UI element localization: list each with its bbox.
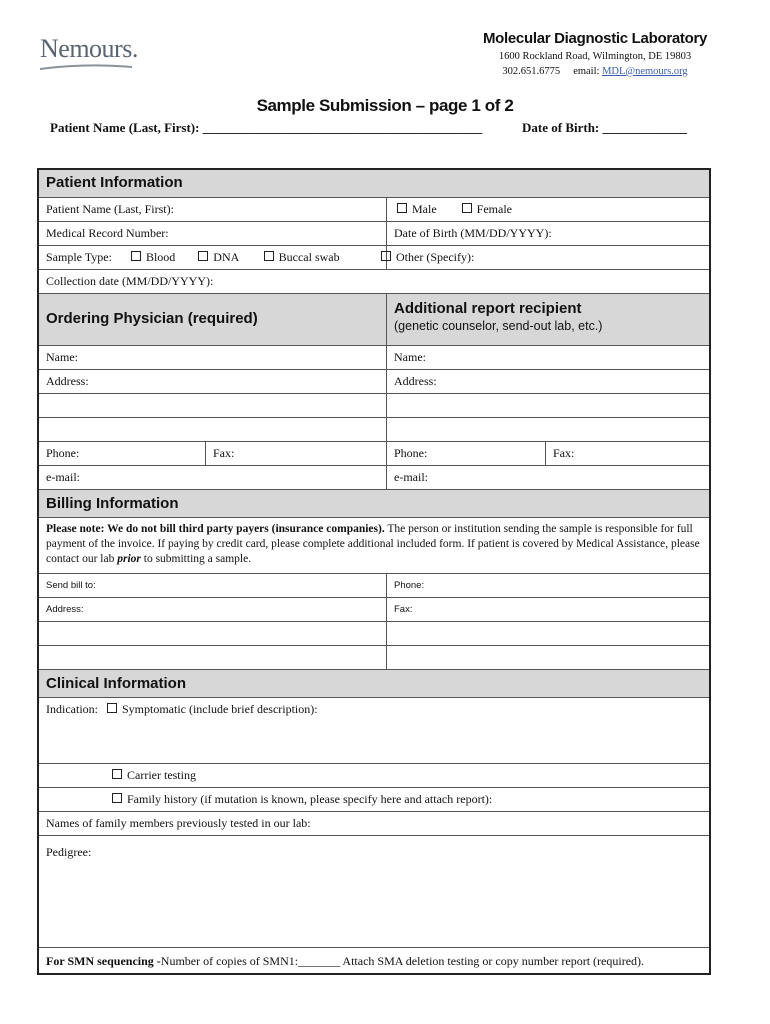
billing-note-prior: prior [117, 553, 141, 565]
physician-phone-field[interactable]: Phone: [46, 446, 80, 460]
lab-address: 1600 Rockland Road, Wilmington, DE 19803 [498, 51, 692, 62]
lab-email-label: email: [573, 66, 600, 77]
sample-type-field [39, 246, 386, 269]
female-option[interactable]: Female [462, 202, 512, 216]
checkbox-icon[interactable] [112, 769, 122, 779]
blood-option[interactable]: Blood [131, 250, 175, 264]
billing-extra-line2-field[interactable] [386, 622, 709, 645]
patient-name-field[interactable]: Patient Name (Last, First): [46, 202, 174, 216]
buccal-option[interactable]: Buccal swab [264, 250, 340, 264]
physician-address-line3 [39, 418, 709, 442]
symptomatic-option[interactable]: Symptomatic (include brief description): [107, 702, 318, 716]
top-dob-field[interactable]: Date of Birth: _____________ [522, 120, 688, 135]
smn-field[interactable] [39, 948, 709, 973]
pedigree-field[interactable]: Pedigree: [46, 845, 92, 859]
checkbox-icon[interactable] [397, 203, 407, 213]
checkbox-icon[interactable] [462, 203, 472, 213]
physician-address-line2 [39, 394, 709, 418]
send-bill-to-field[interactable]: Send bill to: [46, 580, 96, 591]
lab-phone: 302.651.6775 [502, 66, 561, 77]
billing-note-text: The person or institution sending the sample is responsible for full payment of the invoice. If paying by credit card, please complete additional included form. If patient is covered by Medical Assistance, please contact our lab [46, 523, 700, 565]
checkbox-icon[interactable] [107, 703, 117, 713]
billing-address-field[interactable]: Address: [46, 604, 84, 615]
nemours-logo: Nemours. [40, 34, 138, 63]
male-option[interactable]: Male [397, 202, 437, 216]
recipient-address-line3-field[interactable] [386, 418, 709, 441]
billing-phone-field[interactable]: Phone: [386, 574, 709, 597]
physician-email-field[interactable]: e-mail: [46, 470, 80, 484]
mrn-field[interactable]: Medical Record Number: [46, 226, 169, 240]
recipient-subheading: (genetic counselor, send-out lab, etc.) [394, 319, 603, 333]
top-patient-name-field[interactable]: Patient Name (Last, First): ___________________________________________ [50, 120, 483, 135]
sample-type-row [39, 246, 709, 270]
indication-label: Indication: [46, 702, 98, 716]
clinical-heading: Clinical Information [39, 670, 709, 698]
collection-date-row [39, 270, 709, 294]
other-option[interactable]: Other (Specify): [386, 246, 709, 269]
patient-name-row [39, 198, 709, 222]
billing-extra-line3-field[interactable] [386, 646, 709, 669]
recipient-heading-cell [386, 294, 709, 345]
recipient-phone-field[interactable]: Phone: [386, 442, 545, 465]
indication-row [39, 698, 709, 764]
physician-phone-row [39, 442, 709, 466]
billing-address-line3 [39, 646, 709, 670]
dna-option[interactable]: DNA [198, 250, 238, 264]
physician-fax-field[interactable]: Fax: [205, 442, 386, 465]
lab-info [480, 30, 710, 77]
physician-address-line2-field[interactable] [39, 394, 386, 417]
recipient-name-field[interactable]: Name: [386, 346, 709, 369]
lab-name: Molecular Diagnostic Laboratory [482, 30, 708, 47]
carrier-row [39, 764, 709, 788]
collection-date-field[interactable]: Collection date (MM/DD/YYYY): [46, 274, 214, 288]
family-history-option[interactable]: Family history (if mutation is known, please specify here and attach report): [105, 788, 705, 811]
family-members-field[interactable]: Names of family members previously tested in our lab: [46, 816, 311, 830]
smn-label: For SMN sequencing - [46, 954, 161, 968]
carrier-option[interactable]: Carrier testing [105, 764, 705, 787]
billing-send-row [39, 574, 709, 598]
lab-contact [480, 66, 710, 77]
family-history-row [39, 788, 709, 812]
mrn-row [39, 222, 709, 246]
patient-info-heading: Patient Information [39, 170, 709, 198]
patient-dob-field[interactable]: Date of Birth (MM/DD/YYYY): [386, 222, 709, 245]
sex-field [386, 198, 709, 221]
logo-swoosh-icon [40, 64, 132, 70]
physician-heading-row [39, 294, 709, 346]
submission-form [37, 168, 711, 975]
recipient-email-field[interactable]: e-mail: [386, 466, 709, 489]
billing-address-row [39, 598, 709, 622]
recipient-heading: Additional report recipient [394, 300, 582, 317]
checkbox-icon[interactable] [381, 251, 391, 261]
physician-address-row [39, 370, 709, 394]
lab-email-link[interactable]: MDL@nemours.org [602, 66, 688, 77]
page-title: Sample Submission – page 1 of 2 [256, 96, 514, 115]
family-members-row [39, 812, 709, 836]
physician-name-field[interactable]: Name: [46, 350, 78, 364]
checkbox-icon[interactable] [131, 251, 141, 261]
smn-text: Number of copies of SMN1:_______ Attach SMA deletion testing or copy number report (required). [160, 954, 645, 968]
physician-address-field[interactable]: Address: [46, 374, 89, 388]
billing-note [39, 518, 709, 574]
physician-name-row [39, 346, 709, 370]
physician-heading: Ordering Physician (required) [46, 310, 258, 327]
checkbox-icon[interactable] [112, 793, 122, 803]
billing-address-line2-field[interactable] [39, 622, 386, 645]
pedigree-row [39, 836, 709, 948]
billing-fax-field[interactable]: Fax: [386, 598, 709, 621]
billing-heading: Billing Information [39, 490, 709, 518]
billing-address-line2 [39, 622, 709, 646]
indication-field[interactable] [39, 698, 709, 763]
smn-row [39, 948, 709, 973]
recipient-fax-field[interactable]: Fax: [545, 442, 709, 465]
billing-note-bold: Please note: We do not bill third party payers (insurance companies). [46, 523, 385, 535]
billing-address-line3-field[interactable] [39, 646, 386, 669]
checkbox-icon[interactable] [198, 251, 208, 261]
physician-address-line3-field[interactable] [39, 418, 386, 441]
physician-email-row [39, 466, 709, 490]
checkbox-icon[interactable] [264, 251, 274, 261]
recipient-address-field[interactable]: Address: [386, 370, 709, 393]
recipient-address-line2-field[interactable] [386, 394, 709, 417]
billing-note-end: to submitting a sample. [140, 553, 252, 565]
sample-type-label: Sample Type: [46, 250, 112, 264]
